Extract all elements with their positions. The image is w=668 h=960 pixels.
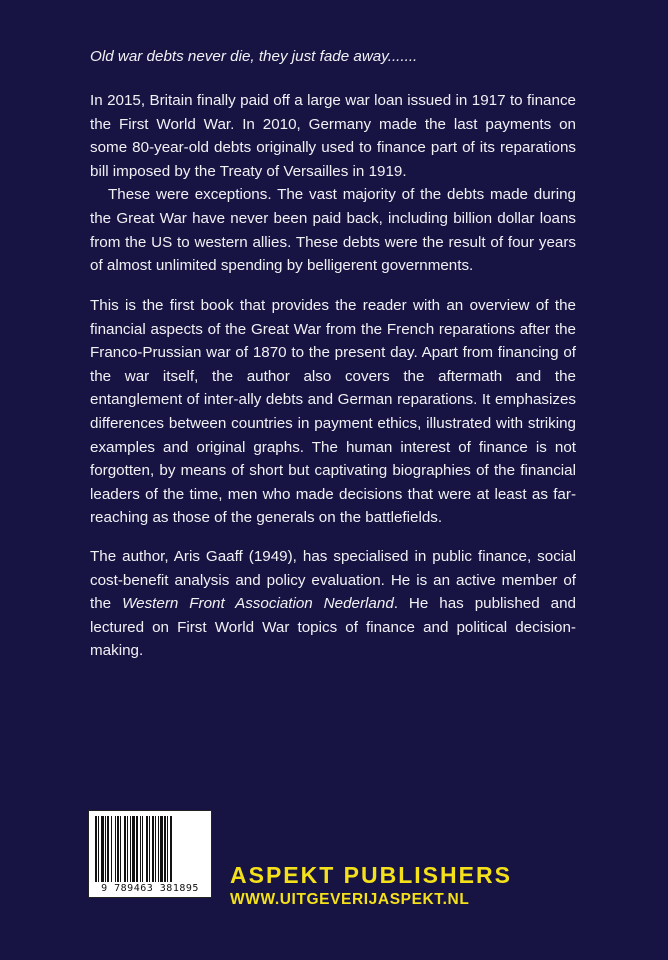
- barcode-bar: [142, 816, 143, 882]
- barcode-bar: [160, 816, 163, 882]
- barcode-bar: [115, 816, 116, 882]
- barcode-bar: [155, 816, 156, 882]
- barcode-bar: [146, 816, 148, 882]
- barcode-bar: [140, 816, 141, 882]
- paragraph-author-bio: [90, 545, 576, 663]
- barcode-bar: [101, 816, 104, 882]
- barcode-bar: [136, 816, 138, 882]
- barcode-bar: [167, 816, 168, 882]
- paragraph-war-loans: In 2015, Britain finally paid off a large war loan issued in 1917 to finance the First World War. In 2010, Germany made the last payments on some 80-year-old debts originally used to finance part of its reparations bill imposed by the Treaty of Versailles in 1919.: [90, 92, 576, 180]
- barcode-bar: [120, 816, 121, 882]
- barcode-bar: [127, 816, 128, 882]
- barcode-bar: [158, 816, 159, 882]
- barcode-bar: [164, 816, 166, 882]
- publisher-name: ASPEKT PUBLISHERS: [230, 862, 512, 888]
- author-bio-text-end: . He has published and lectured on First World War topics of finance and political decision-making.: [90, 595, 576, 660]
- tagline: Old war debts never die, they just fade away.......: [90, 48, 418, 65]
- barcode-bar: [107, 816, 109, 882]
- barcode-bar: [117, 816, 119, 882]
- isbn-digits: 9 789463 381895: [101, 883, 199, 894]
- paragraph-exceptions: These were exceptions. The vast majority of the debts made during the Great War have never been paid back, including billion dollar loans from the US to western allies. These debts were the result of four years of almost unlimited spending by belligerent governments.: [90, 186, 576, 275]
- barcode-bar: [170, 816, 172, 882]
- isbn-barcode: [88, 810, 212, 898]
- barcode-bar: [152, 816, 154, 882]
- publisher-block: [230, 862, 512, 910]
- barcode-bar: [124, 816, 126, 882]
- barcode-bar: [105, 816, 106, 882]
- barcode-bars: [95, 816, 207, 882]
- author-bio-text: The author, Aris Gaaff (1949), has specialised in public finance, social cost-benefit analysis and policy evaluation. He is an active member of the: [90, 548, 576, 613]
- intro-section: [90, 89, 576, 278]
- barcode-bar: [132, 816, 135, 882]
- barcode-bar: [111, 816, 112, 882]
- barcode-bar: [95, 816, 97, 882]
- barcode-bar: [149, 816, 150, 882]
- organization-name: Western Front Association Nederland: [122, 595, 394, 613]
- publisher-website: WWW.UITGEVERIJASPEKT.NL: [230, 891, 470, 908]
- barcode-bar: [98, 816, 99, 882]
- barcode-bar: [130, 816, 131, 882]
- paragraph-book-overview: This is the first book that provides the reader with an overview of the financial aspects of the Great War from the French reparations after the Franco-Prussian war of 1870 to the present day. Apart from financing of the war itself, the author also covers the aftermath and the entanglement of inter-ally debts and German reparations. It emphasizes differences between countries in payment ethics, illustrated with striking examples and original graphs. The human interest of finance is not forgotten, by means of short but captivating biographies of the financial leaders of the time, men who made decisions that were at least as far-reaching as those of the generals on the battlefields.: [90, 297, 576, 527]
